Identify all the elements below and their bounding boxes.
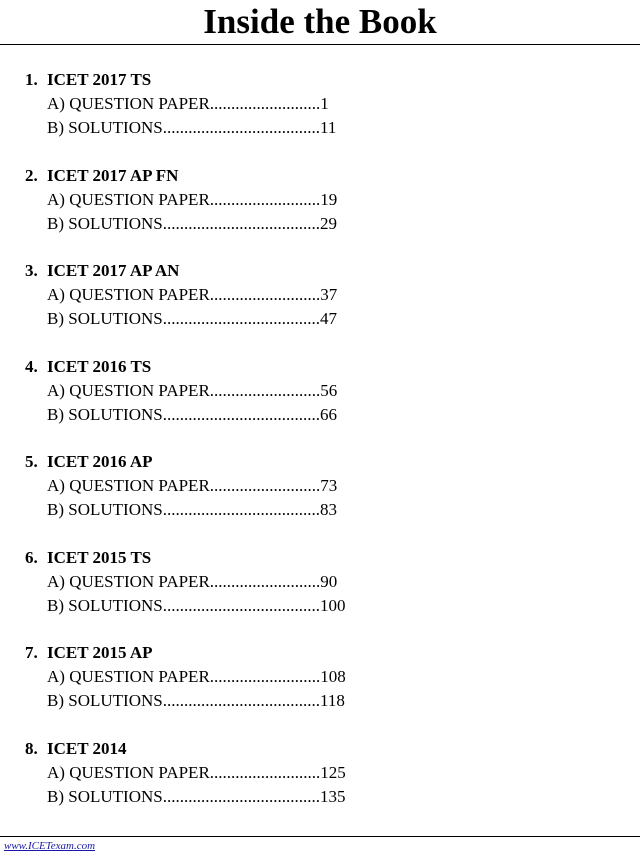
section-number: 1. [25,70,38,89]
section-title: ICET 2015 TS [47,547,152,567]
toc-entry-solutions: B) SOLUTIONS.....................................118 [47,691,345,710]
section-heading [25,355,585,379]
toc-entry-question-paper: A) QUESTION PAPER..........................1 [47,94,329,113]
section-title: ICET 2014 [47,738,127,758]
toc-entry-solutions: B) SOLUTIONS.....................................135 [47,786,346,806]
toc-section [25,641,585,713]
toc-entry-question-paper: A) QUESTION PAPER..........................19 [47,189,338,209]
section-heading [25,164,585,188]
section-number: 8. [25,738,38,758]
toc-section [25,164,585,236]
toc-section [25,450,585,522]
section-title: ICET 2016 AP [47,452,153,471]
section-number: 7. [25,643,38,662]
section-number: 5. [25,452,38,471]
section-number: 4. [25,356,38,376]
toc-entry-solutions: B) SOLUTIONS.....................................29 [47,213,337,233]
table-of-contents [25,68,585,832]
toc-section [25,355,585,427]
toc-entry-question-paper: A) QUESTION PAPER..........................37 [47,285,338,304]
toc-section [25,546,585,618]
toc-entry-solutions: B) SOLUTIONS.....................................83 [47,500,337,519]
section-heading [25,450,585,474]
toc-entry-question-paper: A) QUESTION PAPER..........................56 [47,380,338,400]
toc-entry-solutions: B) SOLUTIONS.....................................47 [47,309,337,328]
section-title: ICET 2017 AP FN [47,165,179,185]
page-title: Inside the Book [203,2,437,41]
toc-entry-question-paper: A) QUESTION PAPER..........................108 [47,667,346,686]
toc-section [25,737,585,809]
section-number: 6. [25,547,38,567]
section-heading [25,68,585,92]
section-number: 3. [25,261,38,280]
section-title: ICET 2016 TS [47,356,152,376]
toc-entry-question-paper: A) QUESTION PAPER..........................90 [47,571,338,591]
footer-divider [0,836,640,837]
toc-section [25,259,585,331]
section-heading [25,259,585,283]
section-number: 2. [25,165,38,185]
toc-entry-solutions: B) SOLUTIONS.....................................66 [47,404,337,424]
toc-entry-solutions: B) SOLUTIONS.....................................11 [47,118,337,137]
title-divider [0,44,640,45]
footer-website-link[interactable]: www.ICETexam.com [4,840,96,852]
toc-entry-question-paper: A) QUESTION PAPER..........................73 [47,476,338,495]
section-title: ICET 2017 AP AN [47,261,180,280]
toc-entry-question-paper: A) QUESTION PAPER..........................125 [47,762,346,782]
section-heading [25,641,585,665]
section-title: ICET 2015 AP [47,643,153,662]
section-heading [25,546,585,570]
toc-entry-solutions: B) SOLUTIONS.....................................100 [47,595,346,615]
section-heading [25,737,585,761]
section-title: ICET 2017 TS [47,70,152,89]
toc-section [25,68,585,140]
